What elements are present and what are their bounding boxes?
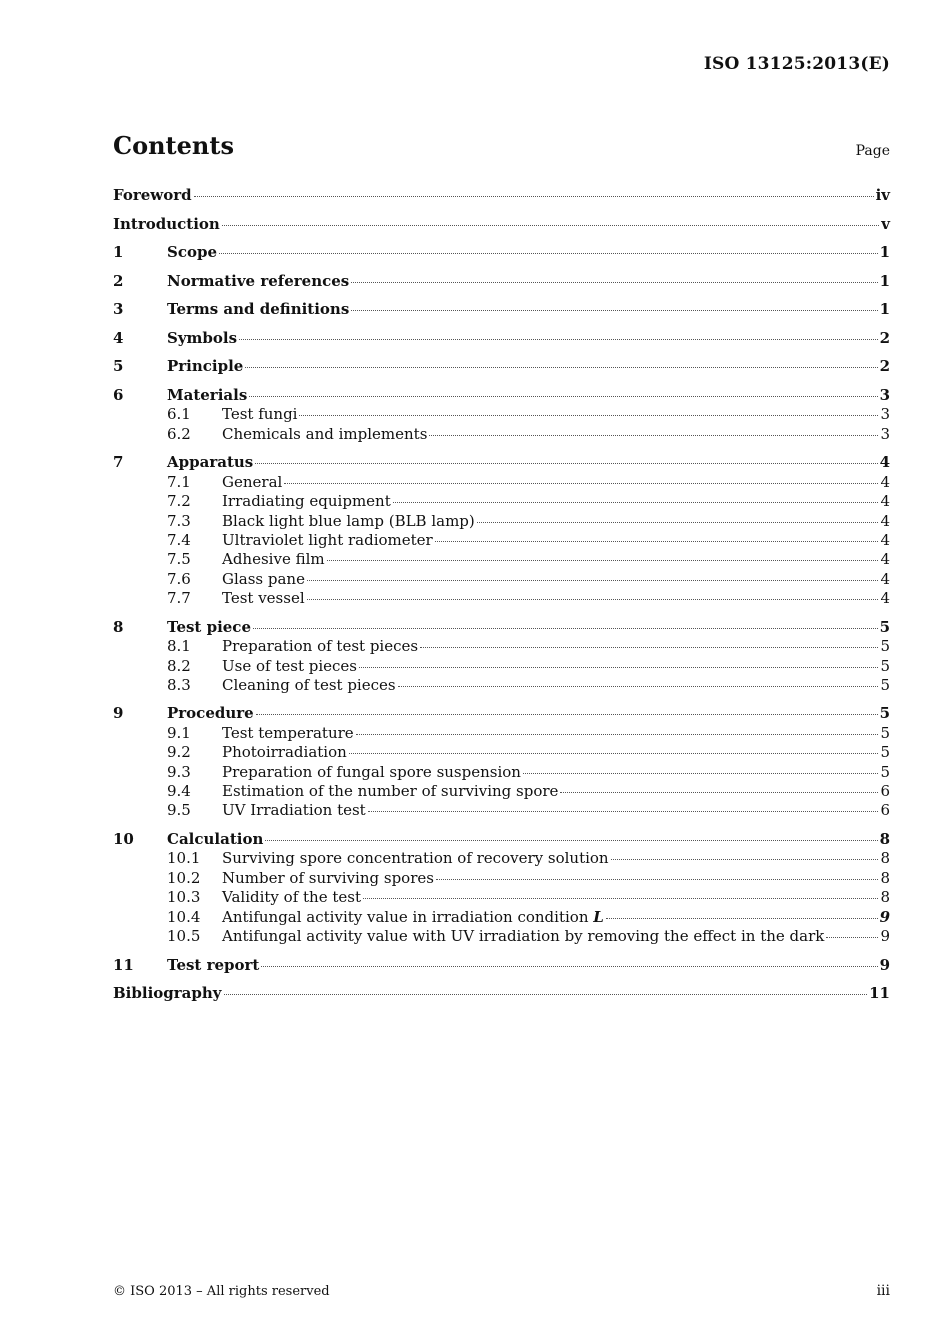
toc-entry-title: [222, 869, 434, 888]
toc-entry[interactable]: [113, 300, 890, 319]
toc-entry-page: 4: [879, 453, 890, 472]
toc-subentry[interactable]: [113, 782, 890, 801]
toc-entry-title: [113, 984, 222, 1003]
toc-entry-title: [222, 849, 609, 868]
dot-leader: [356, 734, 879, 735]
dot-leader: [219, 253, 878, 254]
toc-entry-page: 5: [880, 637, 890, 656]
toc-entry-title-text: Test fungi: [222, 405, 298, 424]
toc-entry-title: [222, 531, 433, 550]
toc-entry-title: [167, 386, 247, 405]
toc-subentry[interactable]: [113, 492, 890, 511]
toc-entry-page: 4: [880, 530, 890, 549]
toc-entry-title-text: Materials: [167, 386, 248, 405]
toc-entry-title: [222, 782, 558, 801]
toc-entry-title-text: Use of test pieces: [222, 656, 357, 675]
toc-entry-title: [222, 473, 282, 492]
toc-entry-title-text: Estimation of the number of surviving spore: [222, 782, 559, 801]
toc-entry-title: [222, 589, 305, 608]
toc-subentry[interactable]: [113, 888, 890, 907]
toc-entry-number: 9.2: [167, 743, 191, 762]
toc-entry-number: 1: [113, 243, 124, 262]
toc-entry-title: [222, 657, 357, 676]
toc-entry-title-text: Surviving spore concentration of recovery solution: [222, 849, 609, 868]
toc-entry-page: 5: [880, 743, 890, 762]
toc-subentry[interactable]: [113, 473, 890, 492]
toc-entry[interactable]: [113, 830, 890, 849]
dot-leader: [299, 415, 878, 416]
toc-entry-page: 3: [880, 424, 890, 443]
toc-entry-page: 5: [880, 723, 890, 742]
toc-entry-number: 10.4: [167, 907, 201, 926]
toc-subentry[interactable]: [113, 763, 890, 782]
toc-entry-title-text: Bibliography: [113, 984, 222, 1003]
toc-entry-title: [222, 570, 305, 589]
toc-entry-title-text: Antifungal activity value in irradiation condition: [222, 907, 589, 926]
toc-entry-title-text: Chemicals and implements: [222, 424, 428, 443]
toc-entry-title: [222, 550, 325, 569]
toc-entry-number: 6: [113, 386, 124, 405]
toc-subentry[interactable]: [113, 927, 890, 946]
toc-entry-number: 11: [113, 955, 134, 974]
toc-entry-number: 4: [113, 328, 124, 347]
toc-entry-title-text: Introduction: [113, 214, 220, 233]
toc-entry[interactable]: [113, 453, 890, 472]
toc-entry[interactable]: [113, 956, 890, 975]
dot-leader: [307, 599, 879, 600]
toc-entry-title-text: Scope: [167, 243, 218, 262]
dot-leader: [255, 463, 877, 464]
toc-entry-title-text: Symbols: [167, 328, 238, 347]
page-column-label: Page: [855, 143, 890, 159]
toc-entry-title-text: Glass pane: [222, 569, 305, 588]
dot-leader: [435, 541, 879, 542]
toc-entry-title-text: Adhesive film: [222, 550, 325, 569]
toc-entry-title-text: Terms and definitions: [167, 300, 350, 319]
toc-subentry[interactable]: [113, 869, 890, 888]
dot-leader: [429, 435, 878, 436]
dot-leader: [351, 310, 877, 311]
dot-leader: [611, 859, 879, 860]
toc-entry-page: 4: [880, 472, 890, 491]
toc-entry-number: 7: [113, 453, 124, 472]
toc-subentry[interactable]: [113, 743, 890, 762]
toc-entry-title: [222, 405, 297, 424]
dot-leader: [436, 879, 878, 880]
toc-entry[interactable]: [113, 357, 890, 376]
toc-subentry[interactable]: [113, 908, 890, 927]
toc-entry-page: 9: [879, 907, 890, 926]
toc-entry-number: 3: [113, 300, 124, 319]
toc-entry-number: 8.2: [167, 656, 191, 675]
toc-entry-page: 5: [880, 762, 890, 781]
dot-leader: [826, 937, 878, 938]
toc-entry-title: [222, 908, 604, 927]
dot-leader: [368, 811, 879, 812]
toc-subentry[interactable]: [113, 676, 890, 695]
toc-subentry[interactable]: [113, 589, 890, 608]
dot-leader: [239, 339, 878, 340]
toc-entry-page: 8: [880, 849, 890, 868]
toc-entry-number: 9.1: [167, 723, 191, 742]
toc-subentry[interactable]: [113, 531, 890, 550]
toc-entry-page: 5: [880, 656, 890, 675]
toc-entry-number: 8: [113, 617, 124, 636]
toc-entry-page: 4: [880, 492, 890, 511]
toc-entry-page: 2: [879, 328, 890, 347]
toc-entry-title: [167, 704, 254, 723]
toc-entry-page: 1: [879, 300, 890, 319]
toc-entry-page: 9: [880, 926, 890, 945]
dot-leader: [477, 522, 879, 523]
dot-leader: [194, 196, 874, 197]
toc-entry-page: iv: [875, 186, 890, 204]
toc-subentry[interactable]: [113, 512, 890, 531]
toc-entry-title: [222, 637, 418, 656]
toc-entry-number: 9: [113, 704, 124, 723]
toc-entry[interactable]: [113, 704, 890, 723]
dot-leader: [249, 396, 877, 397]
dot-leader: [265, 840, 877, 841]
toc-entry-title-text: Antifungal activity value with UV irradiation by removing the effect in the dark: [222, 926, 825, 945]
toc-entry-number: 7.1: [167, 472, 191, 491]
toc-entry[interactable]: [113, 329, 890, 348]
toc-subentry[interactable]: [113, 849, 890, 868]
toc-entry[interactable]: [113, 984, 890, 1003]
dot-leader: [420, 647, 878, 648]
toc-entry-page: 1: [879, 243, 890, 262]
toc-entry-title: [167, 618, 251, 637]
toc-entry-title: [167, 453, 253, 472]
toc-entry-title-text: Test piece: [167, 617, 251, 636]
toc-subentry[interactable]: [113, 657, 890, 676]
copyright-notice: © ISO 2013 – All rights reserved: [113, 1284, 330, 1299]
toc-entry-title: [222, 425, 427, 444]
toc-entry-title-text: Apparatus: [167, 453, 254, 472]
toc-entry-title-text: Calculation: [167, 830, 264, 848]
toc-entry-page: 3: [880, 405, 890, 424]
toc-entry-number: 10.1: [167, 849, 201, 868]
toc-entry[interactable]: [113, 272, 890, 291]
toc-entry-number: 9.3: [167, 762, 191, 781]
toc-entry-page: 4: [880, 550, 890, 569]
dot-leader: [363, 898, 878, 899]
toc-entry-title-text: Foreword: [113, 186, 192, 204]
toc-entry-title-text: General: [222, 472, 283, 491]
toc-entry-number: 10.2: [167, 868, 201, 887]
toc-entry-title-text: Black light blue lamp (BLB lamp): [222, 511, 475, 530]
toc-entry-title-text: Normative references: [167, 271, 350, 290]
toc-entry-title-text: UV Irradiation test: [222, 801, 366, 820]
toc-entry-number: 5: [113, 357, 124, 376]
toc-entry-page: v: [881, 214, 890, 233]
toc-entry-title: [222, 743, 347, 762]
toc-subentry[interactable]: [113, 425, 890, 444]
toc-entry-page: 4: [880, 589, 890, 608]
toc-subentry[interactable]: [113, 724, 890, 743]
toc-entry-title: [222, 512, 475, 531]
toc-entry-page: 4: [880, 569, 890, 588]
toc-entry-title: [167, 243, 217, 262]
toc-entry-number: 7.5: [167, 550, 191, 569]
toc-entry[interactable]: [113, 386, 890, 405]
dot-leader: [359, 667, 878, 668]
toc-subentry[interactable]: [113, 637, 890, 656]
dot-leader: [393, 502, 879, 503]
toc-entry-number: 9.5: [167, 801, 191, 820]
dot-leader: [327, 560, 879, 561]
toc-entry-page: 8: [880, 888, 890, 907]
toc-entry-title-text: Cleaning of test pieces: [222, 675, 396, 694]
toc-entry-title-text: Principle: [167, 357, 244, 376]
toc-entry[interactable]: [113, 618, 890, 637]
toc-entry-title-text: Procedure: [167, 704, 254, 723]
toc-entry-title: [222, 763, 521, 782]
dot-leader: [222, 225, 879, 226]
toc-entry-title: [167, 830, 263, 849]
dot-leader: [523, 773, 879, 774]
toc-entry-page: 3: [879, 386, 890, 405]
toc-entry-page: 9: [879, 955, 890, 974]
toc-subentry[interactable]: [113, 570, 890, 589]
dot-leader: [224, 994, 868, 995]
toc-entry-number: 7.2: [167, 492, 191, 511]
toc-entry-title: [222, 927, 824, 946]
toc-subentry[interactable]: [113, 801, 890, 820]
toc-entry-number: 2: [113, 271, 124, 290]
toc-entry-number: 8.3: [167, 675, 191, 694]
toc-entry-page: 5: [880, 675, 890, 694]
toc-entry-title-symbol: L: [593, 907, 604, 926]
toc-entry[interactable]: [113, 215, 890, 234]
toc-entry-title-text: Ultraviolet light radiometer: [222, 530, 433, 549]
toc-entry-title: [222, 492, 391, 511]
toc-entry-page: 5: [879, 704, 890, 723]
toc-entry[interactable]: [113, 243, 890, 262]
dot-leader: [351, 282, 877, 283]
page-title: Contents: [113, 131, 234, 160]
toc-subentry[interactable]: [113, 550, 890, 569]
dot-leader: [245, 367, 877, 368]
dot-leader: [560, 792, 878, 793]
document-identifier: ISO 13125:2013(E): [703, 54, 890, 74]
toc-entry-number: 7.4: [167, 530, 191, 549]
toc-entry-title-text: Preparation of fungal spore suspension: [222, 762, 521, 781]
toc-entry-title: [222, 801, 366, 820]
toc-entry-title: [113, 215, 220, 234]
toc-entry-number: 7.7: [167, 589, 191, 608]
toc-entry-number: 6.2: [167, 424, 191, 443]
toc-entry-title: [167, 956, 259, 975]
toc-entry-number: 7.6: [167, 569, 191, 588]
page-number: iii: [876, 1283, 890, 1299]
dot-leader: [261, 966, 877, 967]
toc-entry-title: [222, 888, 361, 907]
toc-entry-page: 2: [879, 357, 890, 376]
toc-entry-title-text: Test temperature: [222, 723, 354, 742]
dot-leader: [398, 686, 879, 687]
toc-entry-title-text: Number of surviving spores: [222, 868, 434, 887]
toc-entry-title: [167, 357, 243, 376]
toc-entry-title-text: Test report: [167, 955, 260, 974]
dot-leader: [284, 483, 878, 484]
toc-entry-page: 4: [880, 511, 890, 530]
dot-leader: [349, 753, 879, 754]
toc-entry-page: 11: [869, 984, 890, 1003]
toc-entry-number: 7.3: [167, 511, 191, 530]
toc-entry-title: [113, 186, 192, 205]
toc-entry-title: [222, 676, 396, 695]
toc-entry-page: 5: [879, 617, 890, 636]
toc-entry-number: 6.1: [167, 405, 191, 424]
toc-entry-title: [222, 724, 354, 743]
toc-entry-page: 1: [879, 271, 890, 290]
toc-subentry[interactable]: [113, 405, 890, 424]
toc-entry-page: 8: [879, 830, 890, 848]
dot-leader: [307, 580, 878, 581]
toc-entry-title-text: Preparation of test pieces: [222, 637, 419, 656]
toc-entry-title: [167, 329, 237, 348]
toc-entry-number: 10.5: [167, 926, 201, 945]
toc-entry[interactable]: [113, 186, 890, 205]
toc-entry-number: 10.3: [167, 888, 201, 907]
toc-entry-title: [167, 272, 349, 291]
toc-entry-title-text: Test vessel: [222, 589, 305, 608]
dot-leader: [256, 714, 878, 715]
toc-entry-number: 8.1: [167, 637, 191, 656]
table-of-contents: [113, 186, 890, 1004]
dot-leader: [606, 918, 878, 919]
toc-entry-page: 6: [880, 801, 890, 820]
toc-entry-title: [167, 300, 349, 319]
toc-entry-title-text: Photoirradiation: [222, 743, 347, 762]
toc-entry-title-text: Irradiating equipment: [222, 492, 391, 511]
toc-entry-number: 9.4: [167, 782, 191, 801]
toc-entry-page: 8: [880, 868, 890, 887]
dot-leader: [253, 628, 878, 629]
toc-entry-number: 10: [113, 830, 134, 848]
toc-entry-title-text: Validity of the test: [222, 888, 361, 907]
toc-entry-page: 6: [880, 782, 890, 801]
